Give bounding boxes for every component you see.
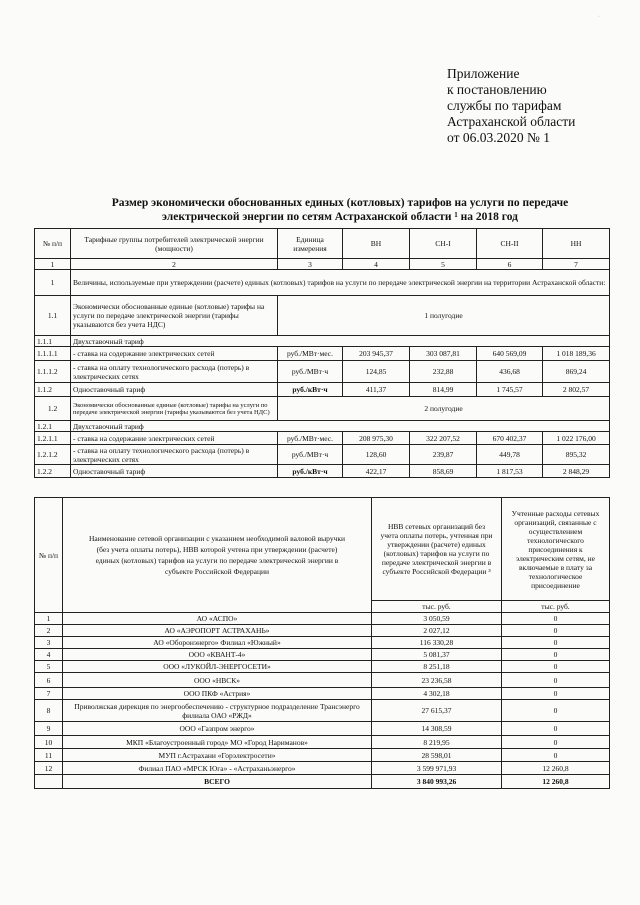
nvv-value: 8 251,18	[372, 661, 502, 673]
value-cell: 239,87	[410, 445, 477, 465]
value-cell: 640 569,09	[477, 347, 543, 361]
table-row	[35, 673, 610, 688]
table-row	[35, 688, 610, 700]
value-cell: 1 018 189,36	[543, 347, 610, 361]
tp-value: 12 260,8	[502, 762, 610, 775]
value-cell: 2 802,57	[543, 383, 610, 397]
value-cell: 895,32	[543, 445, 610, 465]
row-number: 1.2.1	[35, 421, 71, 432]
row-number: 1	[35, 270, 71, 296]
row-number: 1.2.1.2	[35, 445, 71, 465]
organization-name: ООО «Газпром энерго»	[63, 722, 372, 736]
nvv-value: 27 615,37	[372, 700, 502, 722]
tp-value: 0	[502, 749, 610, 762]
unit-cell: руб./кВт·ч	[278, 383, 343, 397]
appendix-line: Приложение	[447, 66, 520, 81]
header-cell: СН-II	[477, 229, 543, 259]
value-cell: 322 207,52	[410, 432, 477, 445]
row-text: - ставка на содержание электрических сетей	[71, 347, 278, 361]
unit-cell: руб./МВт·ч	[278, 445, 343, 465]
nvv-value: 8 219,95	[372, 736, 502, 749]
table-row	[35, 736, 610, 749]
row-number: 1.1.1.2	[35, 361, 71, 383]
table-row	[35, 762, 610, 775]
header-cell: Учтенные расходы сетевых организаций, связанные с осуществлением технологического присоединения к электрическим сетям, не включаемые в плату за технологическое присоединение	[502, 498, 610, 601]
table-row	[35, 432, 610, 445]
organization-name: МУП г.Астрахани «Горэлектросети»	[63, 749, 372, 762]
value-cell: 203 945,37	[343, 347, 410, 361]
row-number: 2	[35, 625, 63, 637]
table-row	[35, 397, 610, 421]
table-row	[35, 649, 610, 661]
unit-cell: руб./кВт·ч	[278, 465, 343, 478]
tp-value: 0	[502, 661, 610, 673]
row-text: Одноставочный тариф	[71, 465, 278, 478]
tp-value: 0	[502, 722, 610, 736]
table-row	[35, 296, 610, 336]
table-row	[35, 270, 610, 296]
value-cell: 303 087,81	[410, 347, 477, 361]
column-number: 1	[35, 259, 71, 270]
network-organizations-table	[34, 497, 610, 789]
organization-name: АО «АЭРОПОРТ АСТРАХАНЬ»	[63, 625, 372, 637]
row-number: 1.2.1.1	[35, 432, 71, 445]
organization-name: ООО «НВСК»	[63, 673, 372, 688]
nvv-value: 116 330,28	[372, 637, 502, 649]
row-number: 1.1.2	[35, 383, 71, 397]
table-row	[35, 421, 610, 432]
column-number: 4	[343, 259, 410, 270]
column-number: 6	[477, 259, 543, 270]
nvv-value: 23 236,58	[372, 673, 502, 688]
row-number: 5	[35, 661, 63, 673]
table-row	[35, 445, 610, 465]
header-cell: Единица измерения	[278, 229, 343, 259]
row-text: - ставка на оплату технологического расхода (потерь) в электрических сетях	[71, 445, 278, 465]
organization-name: АО «Оборонэнерго» Филиал «Южный»	[63, 637, 372, 649]
row-number: 6	[35, 673, 63, 688]
header-cell: НВВ сетевых организаций без учета оплаты потерь, учтенная при утверждении (расчете) единых (котловых) тарифов на услуги по передаче электрической энергии в субъекте Российской Федерации ³	[372, 498, 502, 601]
table-row	[35, 625, 610, 637]
row-number: 3	[35, 637, 63, 649]
empty-cell	[35, 775, 63, 789]
row-text: Экономически обоснованные единые (котловые) тарифы на услуги по передаче электрической энергии (тарифы указываются без учета НДС)	[71, 397, 278, 421]
row-number: 1.1.1	[35, 336, 71, 347]
value-cell: 449,78	[477, 445, 543, 465]
row-number: 12	[35, 762, 63, 775]
row-number: 11	[35, 749, 63, 762]
table-row	[35, 749, 610, 762]
value-cell: 858,69	[410, 465, 477, 478]
table-row	[35, 722, 610, 736]
organization-name: ООО «ЛУКОЙЛ-ЭНЕРГОСЕТИ»	[63, 661, 372, 673]
nvv-value: 28 598,01	[372, 749, 502, 762]
organization-name: ООО ПКФ «Астрия»	[63, 688, 372, 700]
organization-name: МКП «Благоустроенный город» МО «Город Нариманов»	[63, 736, 372, 749]
unit-cell: руб./МВт·мес.	[278, 347, 343, 361]
value-cell: 869,24	[543, 361, 610, 383]
row-text: - ставка на содержание электрических сетей	[71, 432, 278, 445]
value-cell: 1 745,57	[477, 383, 543, 397]
table-row	[35, 465, 610, 478]
row-number: 9	[35, 722, 63, 736]
table-row	[35, 347, 610, 361]
value-cell: 232,88	[410, 361, 477, 383]
row-number: 1.2	[35, 397, 71, 421]
title-line: Размер экономически обоснованных единых (котловых) тарифов на услуги по передаче	[111, 197, 569, 209]
header-cell: № п/п	[35, 229, 71, 259]
table-header-row	[35, 229, 610, 259]
value-cell: 208 975,30	[343, 432, 410, 445]
value-cell: 124,85	[343, 361, 410, 383]
table-row	[35, 700, 610, 722]
organization-name: Филиал ПАО «МРСК Юга» - «Астраханьэнерго»	[63, 762, 372, 775]
organization-name: Приволжская дирекция по энергообеспечению - структурное подразделение Трансэнерго филиала ОАО «РЖД»	[63, 700, 372, 722]
nvv-value: 2 027,12	[372, 625, 502, 637]
document-title	[70, 196, 610, 224]
tp-value: 0	[502, 736, 610, 749]
period-label: 1 полугодие	[278, 296, 610, 336]
tp-value: 0	[502, 649, 610, 661]
header-cell: СН-I	[410, 229, 477, 259]
column-number: 2	[71, 259, 278, 270]
tp-value: 0	[502, 625, 610, 637]
row-text: Величины, используемые при утверждении (расчете) единых (котловых) тарифов на услуги по передаче электрической энергии на территории Астраханской области:	[71, 270, 610, 296]
row-number: 8	[35, 700, 63, 722]
value-cell: 814,99	[410, 383, 477, 397]
scan-mark: ·	[598, 14, 600, 20]
tp-value: 0	[502, 700, 610, 722]
row-number: 1	[35, 613, 63, 625]
total-label: ВСЕГО	[63, 775, 372, 789]
table-row	[35, 661, 610, 673]
unit-cell: тыс. руб.	[502, 601, 610, 613]
row-text: Одноставочный тариф	[71, 383, 278, 397]
nvv-value: 3 050,59	[372, 613, 502, 625]
value-cell: 2 848,29	[543, 465, 610, 478]
appendix-line: к постановлению	[447, 82, 547, 97]
header-cell: Наименование сетевой организации с указанием необходимой валовой выручки (без учета оплаты потерь), НВВ которой учтена при утверждении (расчете) единых (котловых) тарифов на услуги по передаче электрической энергии в субъекте Российской Федерации	[63, 498, 372, 613]
organization-name: ООО «КВАНТ-4»	[63, 649, 372, 661]
table-row	[35, 336, 610, 347]
row-number: 1.2.2	[35, 465, 71, 478]
nvv-value: 3 599 971,93	[372, 762, 502, 775]
header-cell: НН	[543, 229, 610, 259]
nvv-value: 4 302,18	[372, 688, 502, 700]
appendix-line: Астраханской области	[447, 114, 576, 129]
row-number: 1.1	[35, 296, 71, 336]
total-tp: 12 260,8	[502, 775, 610, 789]
table-row	[35, 613, 610, 625]
unit-cell: руб./МВт·ч	[278, 361, 343, 383]
row-text: Двухставочный тариф	[71, 421, 610, 432]
row-text: Экономически обоснованные единые (котловые) тарифы на услуги по передаче электрической энергии (тарифы указываются без учета НДС)	[71, 296, 278, 336]
row-number: 10	[35, 736, 63, 749]
column-number: 5	[410, 259, 477, 270]
unit-cell: руб./МВт·мес.	[278, 432, 343, 445]
value-cell: 411,37	[343, 383, 410, 397]
tp-value: 0	[502, 673, 610, 688]
nvv-value: 5 081,37	[372, 649, 502, 661]
tp-value: 0	[502, 613, 610, 625]
column-number: 3	[278, 259, 343, 270]
table-row	[35, 361, 610, 383]
value-cell: 1 022 176,00	[543, 432, 610, 445]
value-cell: 422,17	[343, 465, 410, 478]
column-number: 7	[543, 259, 610, 270]
value-cell: 1 817,53	[477, 465, 543, 478]
total-row	[35, 775, 610, 789]
row-number: 1.1.1.1	[35, 347, 71, 361]
value-cell: 436,68	[477, 361, 543, 383]
organization-name: АО «АСПО»	[63, 613, 372, 625]
appendix-line: службы по тарифам	[447, 98, 562, 113]
value-cell: 128,60	[343, 445, 410, 465]
header-cell: № п/п	[35, 498, 63, 613]
period-label: 2 полугодие	[278, 397, 610, 421]
tp-value: 0	[502, 637, 610, 649]
table-header-row	[35, 498, 610, 601]
column-number-row	[35, 259, 610, 270]
unit-cell: тыс. руб.	[372, 601, 502, 613]
row-text: Двухставочный тариф	[71, 336, 610, 347]
tp-value: 0	[502, 688, 610, 700]
appendix-line: от 06.03.2020 № 1	[447, 130, 550, 145]
tariff-table	[34, 228, 610, 478]
row-text: - ставка на оплату технологического расхода (потерь) в электрических сетях	[71, 361, 278, 383]
table-row	[35, 637, 610, 649]
table-row	[35, 383, 610, 397]
nvv-value: 14 308,59	[372, 722, 502, 736]
appendix-block	[447, 66, 575, 146]
total-nvv: 3 840 993,26	[372, 775, 502, 789]
header-cell: Тарифные группы потребителей электрической энергии (мощности)	[71, 229, 278, 259]
value-cell: 670 402,37	[477, 432, 543, 445]
row-number: 7	[35, 688, 63, 700]
title-line: электрической энергии по сетям Астраханской области ¹ на 2018 год	[162, 211, 518, 223]
header-cell: ВН	[343, 229, 410, 259]
row-number: 4	[35, 649, 63, 661]
